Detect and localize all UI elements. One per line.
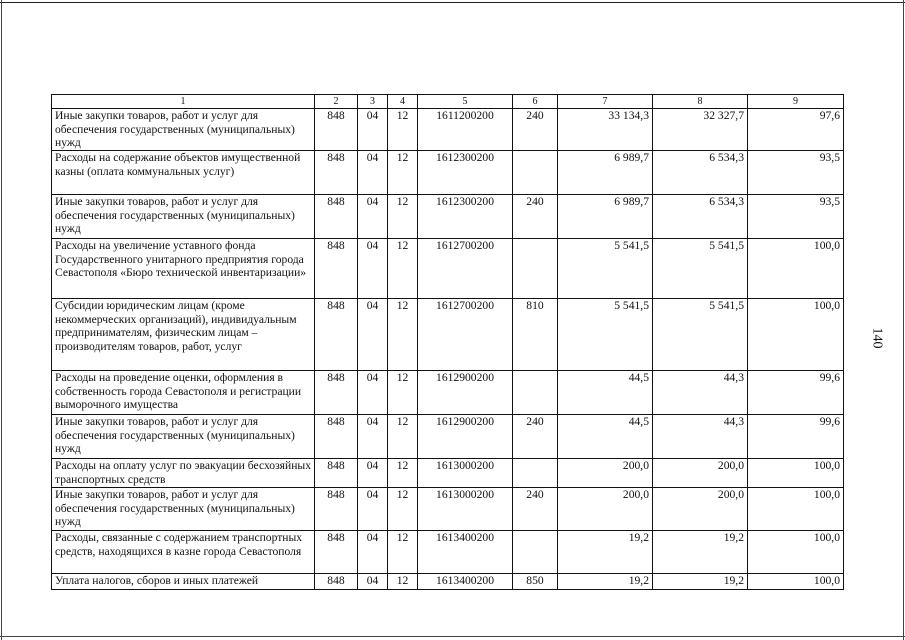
cell-col7: 5 541,5 (558, 299, 653, 371)
cell-col8: 19,2 (653, 574, 748, 590)
cell-col3: 04 (358, 239, 388, 299)
cell-col8: 5 541,5 (653, 299, 748, 371)
cell-col7: 44,5 (558, 371, 653, 415)
table-body (52, 95, 844, 590)
column-header: 4 (388, 95, 418, 109)
cell-col8: 19,2 (653, 531, 748, 574)
cell-col5: 1613400200 (418, 574, 513, 590)
column-header: 6 (513, 95, 558, 109)
cell-col4: 12 (388, 488, 418, 531)
cell-col2: 848 (315, 239, 358, 299)
cell-col6: 240 (513, 195, 558, 239)
cell-col4: 12 (388, 531, 418, 574)
column-header: 5 (418, 95, 513, 109)
cell-col6 (513, 151, 558, 195)
cell-col9: 100,0 (748, 574, 844, 590)
column-header: 9 (748, 95, 844, 109)
cell-col8: 6 534,3 (653, 195, 748, 239)
cell-col6 (513, 239, 558, 299)
cell-col2: 848 (315, 488, 358, 531)
cell-col9: 100,0 (748, 488, 844, 531)
page-left-border (1, 0, 2, 640)
cell-col4: 12 (388, 299, 418, 371)
cell-col6: 240 (513, 415, 558, 459)
cell-col4: 12 (388, 415, 418, 459)
cell-col7: 6 989,7 (558, 195, 653, 239)
cell-col6 (513, 531, 558, 574)
table-row (52, 488, 844, 531)
cell-col7: 5 541,5 (558, 239, 653, 299)
cell-col9: 99,6 (748, 415, 844, 459)
cell-col4: 12 (388, 195, 418, 239)
cell-col5: 1612900200 (418, 371, 513, 415)
cell-col8: 44,3 (653, 371, 748, 415)
cell-col6: 810 (513, 299, 558, 371)
row-label: Расходы на содержание объектов имущественной казны (оплата коммунальных услуг) (52, 151, 315, 195)
cell-col8: 200,0 (653, 459, 748, 488)
row-label: Иные закупки товаров, работ и услуг для обеспечения государственных (муниципальных) нужд (52, 488, 315, 531)
table-row (52, 371, 844, 415)
cell-col9: 100,0 (748, 239, 844, 299)
column-header: 1 (52, 95, 315, 109)
row-label: Расходы на проведение оценки, оформления в собственность города Севастополя и регистрации выморочного имущества (52, 371, 315, 415)
page-bottom-border (0, 636, 905, 637)
cell-col3: 04 (358, 488, 388, 531)
cell-col8: 5 541,5 (653, 239, 748, 299)
cell-col3: 04 (358, 109, 388, 151)
cell-col9: 93,5 (748, 195, 844, 239)
cell-col4: 12 (388, 151, 418, 195)
cell-col9: 93,5 (748, 151, 844, 195)
cell-col2: 848 (315, 415, 358, 459)
cell-col7: 33 134,3 (558, 109, 653, 151)
cell-col7: 200,0 (558, 488, 653, 531)
row-label: Иные закупки товаров, работ и услуг для обеспечения государственных (муниципальных) нужд (52, 109, 315, 151)
cell-col2: 848 (315, 459, 358, 488)
table-row (52, 239, 844, 299)
cell-col5: 1613000200 (418, 488, 513, 531)
page-right-border (903, 0, 904, 640)
column-header: 7 (558, 95, 653, 109)
row-label: Уплата налогов, сборов и иных платежей (52, 574, 315, 590)
row-label: Расходы на оплату услуг по эвакуации бесхозяйных транспортных средств (52, 459, 315, 488)
table-row (52, 415, 844, 459)
cell-col2: 848 (315, 151, 358, 195)
row-label: Иные закупки товаров, работ и услуг для обеспечения государственных (муниципальных) нужд (52, 415, 315, 459)
cell-col3: 04 (358, 195, 388, 239)
column-header: 8 (653, 95, 748, 109)
cell-col8: 32 327,7 (653, 109, 748, 151)
cell-col7: 44,5 (558, 415, 653, 459)
cell-col5: 1611200200 (418, 109, 513, 151)
cell-col9: 99,6 (748, 371, 844, 415)
cell-col7: 19,2 (558, 531, 653, 574)
cell-col3: 04 (358, 299, 388, 371)
row-label: Иные закупки товаров, работ и услуг для обеспечения государственных (муниципальных) нужд (52, 195, 315, 239)
cell-col8: 6 534,3 (653, 151, 748, 195)
cell-col3: 04 (358, 574, 388, 590)
cell-col3: 04 (358, 531, 388, 574)
cell-col7: 6 989,7 (558, 151, 653, 195)
cell-col9: 97,6 (748, 109, 844, 151)
cell-col5: 1612700200 (418, 239, 513, 299)
table-row (52, 531, 844, 574)
cell-col9: 100,0 (748, 459, 844, 488)
cell-col2: 848 (315, 531, 358, 574)
cell-col5: 1613000200 (418, 459, 513, 488)
cell-col6 (513, 371, 558, 415)
column-number-header-row (52, 95, 844, 109)
row-label: Субсидии юридическим лицам (кроме некоммерческих организаций), индивидуальным предпринимателям, физическим лицам – производителям товаров, работ, услуг (52, 299, 315, 371)
table-row (52, 195, 844, 239)
table-row (52, 574, 844, 590)
cell-col4: 12 (388, 239, 418, 299)
cell-col4: 12 (388, 459, 418, 488)
row-label: Расходы, связанные с содержанием транспортных средств, находящихся в казне города Севастополя (52, 531, 315, 574)
column-header: 2 (315, 95, 358, 109)
cell-col4: 12 (388, 109, 418, 151)
cell-col6 (513, 459, 558, 488)
cell-col9: 100,0 (748, 531, 844, 574)
table-row (52, 151, 844, 195)
cell-col2: 848 (315, 371, 358, 415)
cell-col5: 1613400200 (418, 531, 513, 574)
cell-col7: 200,0 (558, 459, 653, 488)
cell-col8: 200,0 (653, 488, 748, 531)
cell-col2: 848 (315, 195, 358, 239)
cell-col4: 12 (388, 574, 418, 590)
cell-col3: 04 (358, 459, 388, 488)
cell-col4: 12 (388, 371, 418, 415)
cell-col5: 1612300200 (418, 195, 513, 239)
cell-col6: 240 (513, 488, 558, 531)
cell-col8: 44,3 (653, 415, 748, 459)
cell-col3: 04 (358, 151, 388, 195)
row-label: Расходы на увеличение уставного фонда Государственного унитарного предприятия города Севастополя «Бюро технической инвентаризации» (52, 239, 315, 299)
cell-col5: 1612900200 (418, 415, 513, 459)
cell-col5: 1612300200 (418, 151, 513, 195)
table-row (52, 299, 844, 371)
cell-col2: 848 (315, 109, 358, 151)
cell-col6: 240 (513, 109, 558, 151)
cell-col3: 04 (358, 415, 388, 459)
cell-col7: 19,2 (558, 574, 653, 590)
budget-execution-table (51, 94, 844, 590)
page-number: 140 (869, 327, 885, 349)
cell-col5: 1612700200 (418, 299, 513, 371)
cell-col2: 848 (315, 299, 358, 371)
cell-col2: 848 (315, 574, 358, 590)
cell-col3: 04 (358, 371, 388, 415)
page-top-border (0, 2, 905, 3)
table-row (52, 109, 844, 151)
table-row (52, 459, 844, 488)
cell-col6: 850 (513, 574, 558, 590)
column-header: 3 (358, 95, 388, 109)
cell-col9: 100,0 (748, 299, 844, 371)
